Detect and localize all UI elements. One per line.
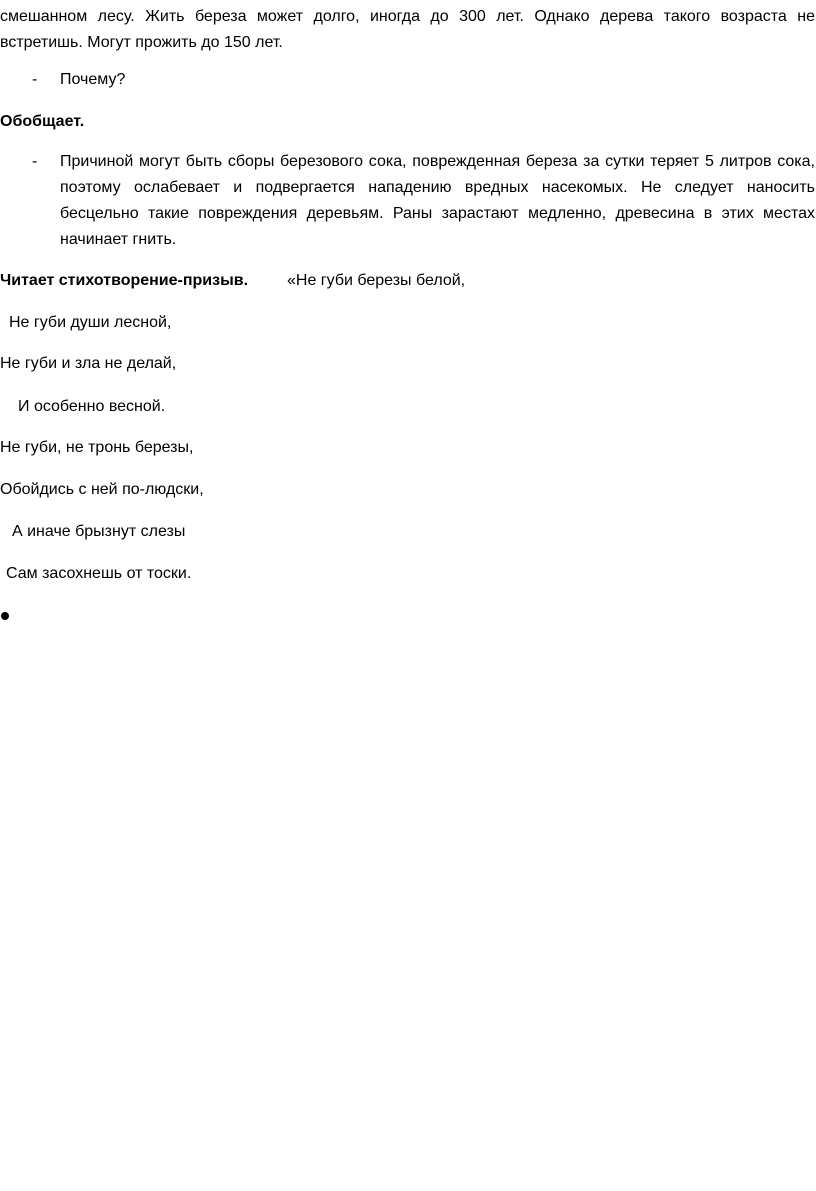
poem-line: Сам засохнешь от тоски. [6, 565, 192, 582]
poem-line: А иначе брызнут слезы [12, 523, 186, 540]
poem-line: Обойдись с ней по-людски, [0, 481, 204, 498]
answer-line: Причиной могут быть сборы березового сока, поврежденная береза за сутки теряет 5 литров сока, [60, 153, 815, 170]
list-dash: - [32, 153, 38, 170]
answer-line: бесцельно такие повреждения деревьям. Раны зарастают медленно, древесина в этих местах [60, 205, 815, 222]
bullet-icon [1, 612, 9, 620]
question-text: Почему? [60, 71, 126, 88]
poem-line: «Не губи березы белой, [287, 272, 466, 289]
list-dash: - [32, 71, 38, 88]
poem-line: Не губи и зла не делай, [0, 355, 177, 372]
answer-line: поэтому ослабевает и подвергается нападению вредных насекомых. Не следует наносить [60, 179, 815, 196]
paragraph-line: встретишь. Могут прожить до 150 лет. [0, 34, 283, 51]
poem-line: Не губи души лесной, [9, 314, 172, 331]
poem-line: И особенно весной. [18, 398, 166, 415]
summary-heading: Обобщает. [0, 113, 85, 130]
answer-line: начинает гнить. [60, 231, 177, 248]
poem-intro: Читает стихотворение-призыв. [0, 272, 249, 289]
paragraph-line: смешанном лесу. Жить береза может долго, иногда до 300 лет. Однако дерева такого возраста не [0, 8, 815, 25]
poem-line: Не губи, не тронь березы, [0, 439, 194, 456]
